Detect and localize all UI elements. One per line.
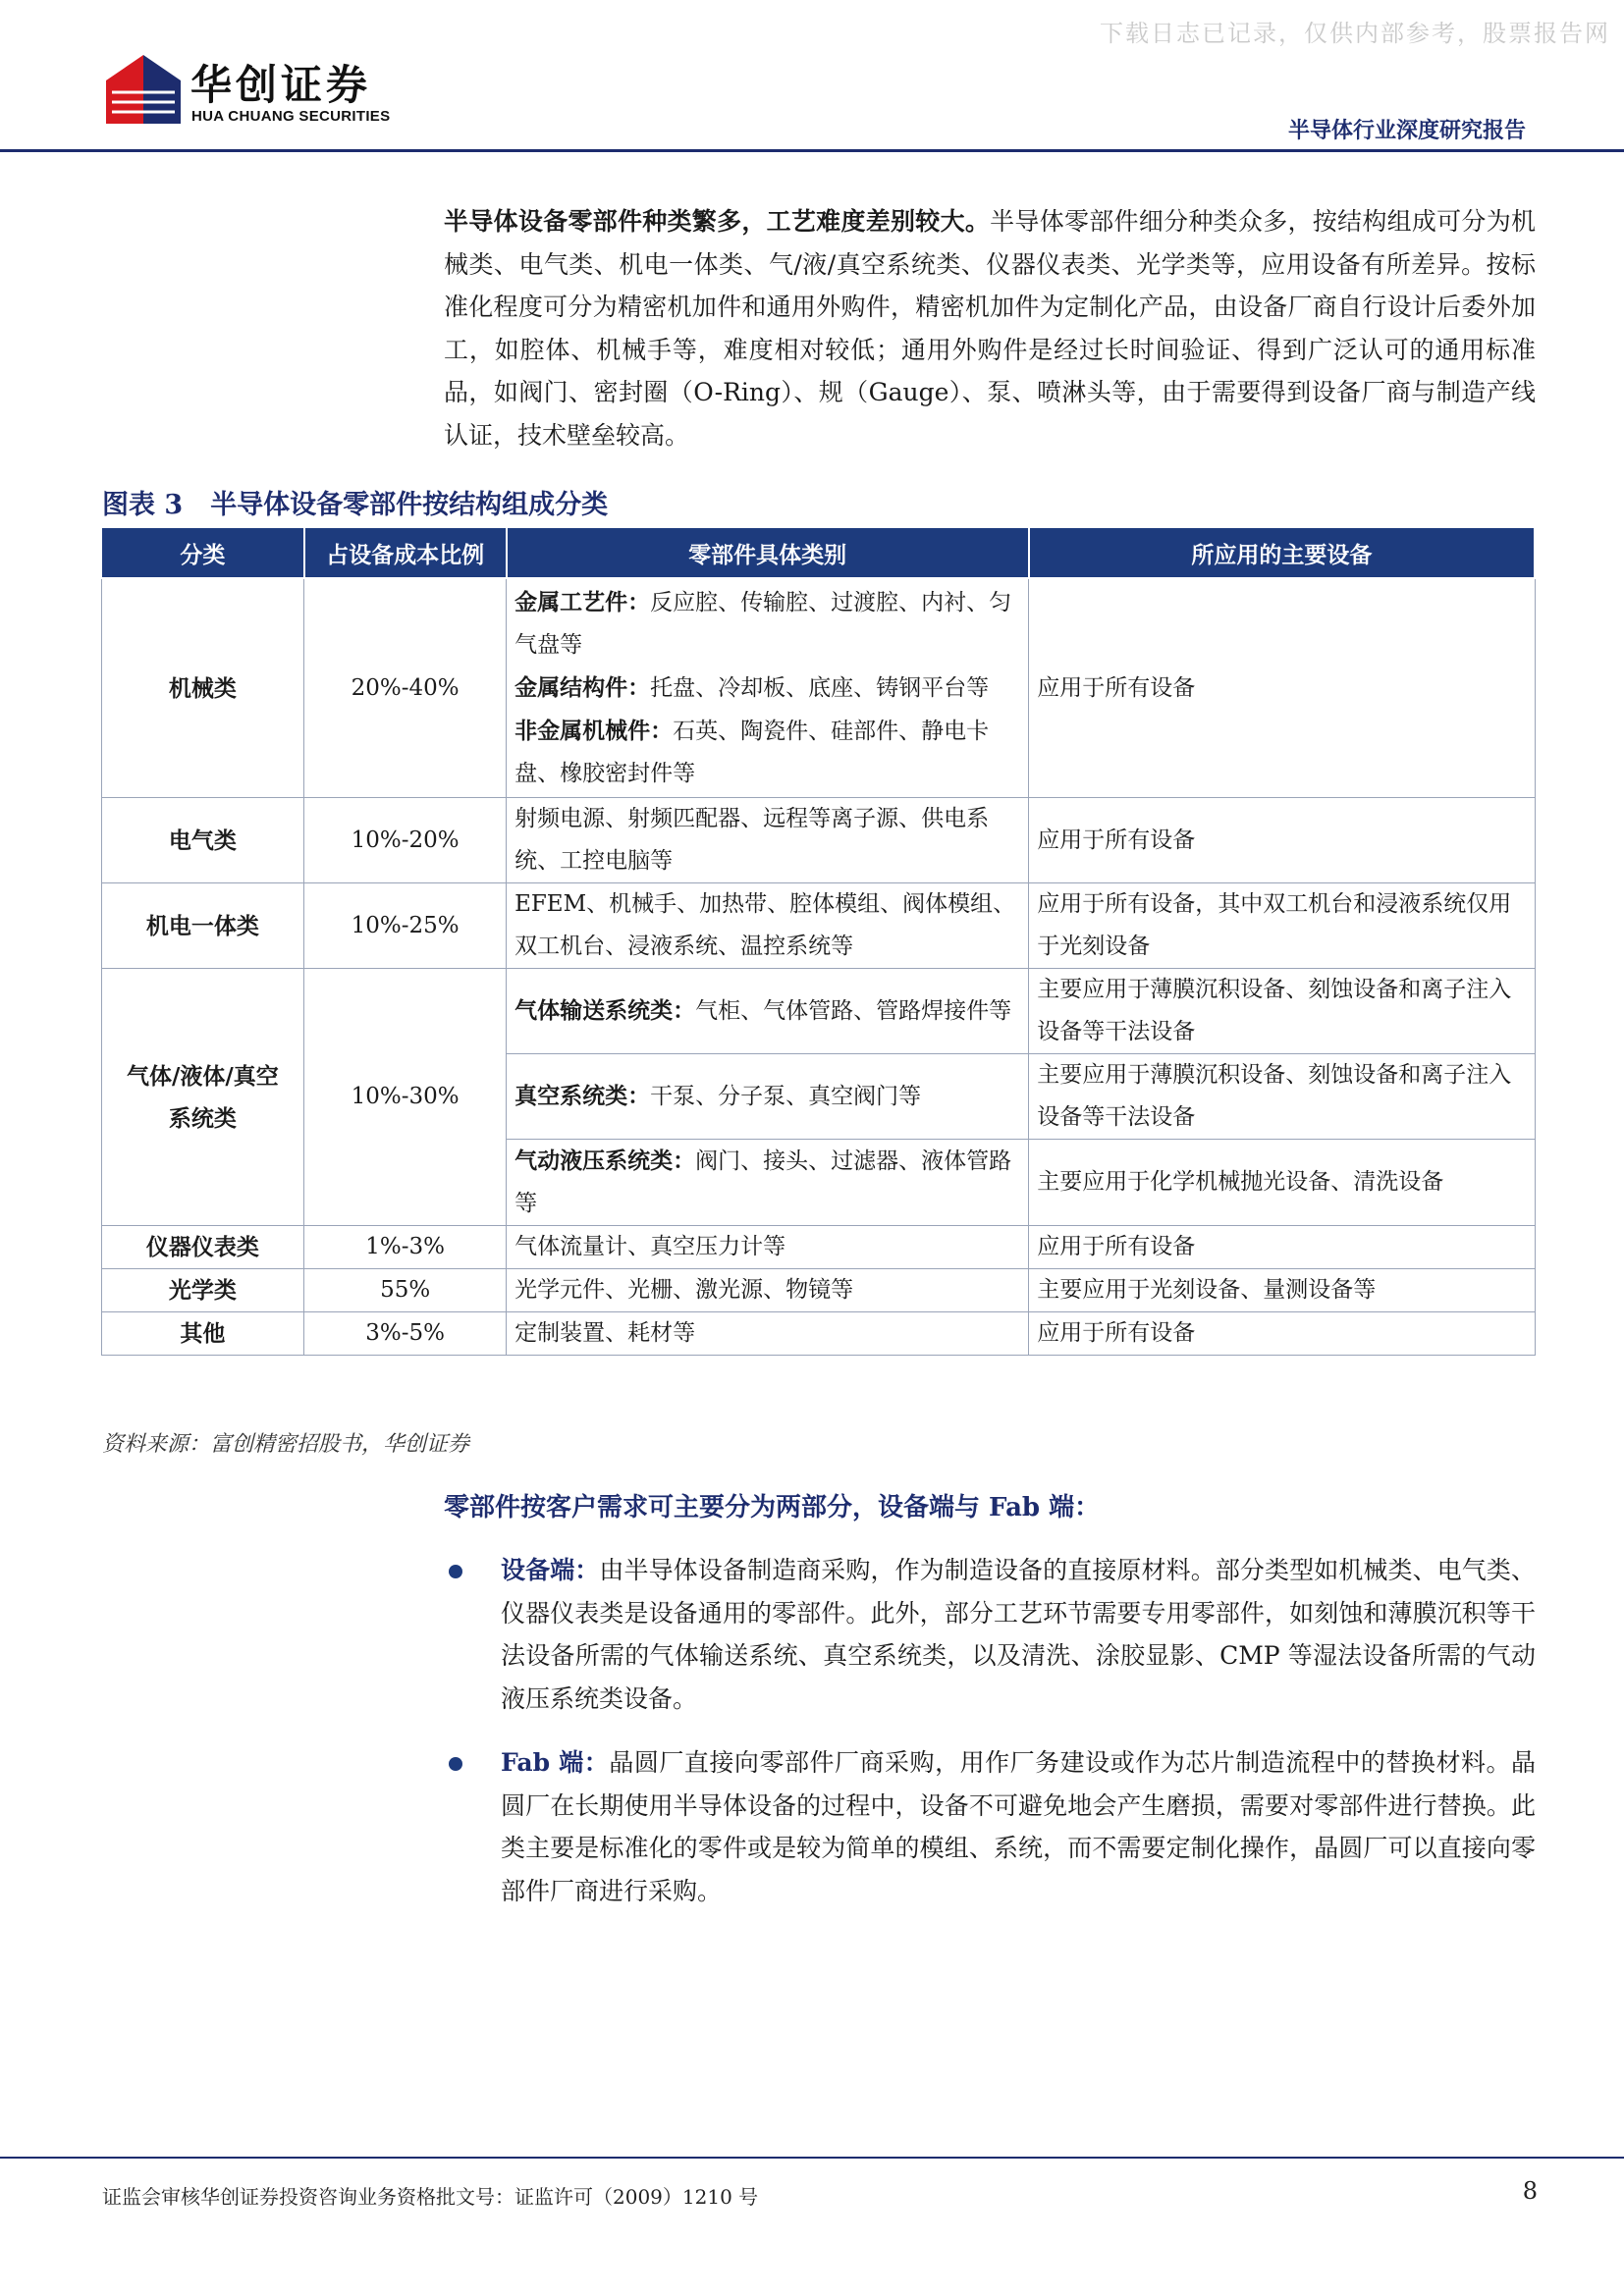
bullet-text: 由半导体设备制造商采购，作为制造设备的直接原材料。部分类型如机械类、电气类、仪器仪表类是设备通用的零部件。此外，部分工艺环节需要专用零部件，如刻蚀和薄膜沉积等干法设备所需的气体输送系统、真空系统类，以及清洗、涂胶显影、CMP 等湿法设备所需的气动液压系统类设备。	[501, 1556, 1536, 1713]
ratio-cell: 20%-40%	[304, 578, 507, 798]
detail-value: 干泵、分子泵、真空阀门等	[650, 1084, 922, 1109]
bullet-label: Fab 端：	[501, 1748, 610, 1777]
application-cell: 主要应用于薄膜沉积设备、刻蚀设备和离子注入设备等干法设备	[1029, 1054, 1535, 1140]
table-row	[101, 883, 1535, 969]
detail-cell: 光学元件、光栅、激光源、物镜等	[507, 1269, 1029, 1312]
table-header-row	[101, 527, 1535, 578]
category-cell: 电气类	[101, 798, 304, 883]
detail-cell: 射频电源、射频匹配器、远程等离子源、供电系统、工控电脑等	[507, 798, 1029, 883]
detail-cell: 定制装置、耗材等	[507, 1312, 1029, 1356]
detail-value: 石英、陶瓷件、硅部件、静电卡盘、橡胶密封件等	[514, 719, 990, 786]
application-cell: 应用于所有设备	[1029, 1226, 1535, 1269]
application-cell: 应用于所有设备	[1029, 578, 1535, 798]
column-header: 占设备成本比例	[304, 527, 507, 578]
intro-lead: 半导体设备零部件种类繁多，工艺难度差别较大。	[444, 207, 991, 236]
footer-license: 证监会审核华创证券投资咨询业务资格批文号：证监许可（2009）1210 号	[102, 2185, 759, 2209]
detail-value: 托盘、冷却板、底座、铸钢平台等	[650, 675, 990, 701]
column-header: 零部件具体类别	[507, 527, 1029, 578]
detail-cell: EFEM、机械手、加热带、腔体模组、阀体模组、双工机台、浸液系统、温控系统等	[507, 883, 1029, 969]
detail-value: 阀门、接头、过滤器、液体管路等	[514, 1148, 1012, 1216]
category-cell: 其他	[101, 1312, 304, 1356]
logo-text-cn: 华创证券	[190, 61, 372, 109]
ratio-cell: 55%	[304, 1269, 507, 1312]
report-title: 半导体行业深度研究报告	[1287, 118, 1526, 143]
detail-key: 气动液压系统类：	[514, 1148, 696, 1174]
header-divider	[0, 149, 1624, 152]
table-row	[101, 578, 1535, 798]
table-row	[101, 1312, 1535, 1356]
table-row	[101, 798, 1535, 883]
logo-emblem-icon	[104, 51, 183, 130]
category-cell: 仪器仪表类	[101, 1226, 304, 1269]
intro-text: 半导体零部件细分种类众多，按结构组成可分为机械类、电气类、机电一体类、气/液/真空系统类、仪器仪表类、光学类等，应用设备有所差异。按标准化程度可分为精密机加件和通用外购件，精密机加件为定制化产品，由设备厂商自行设计后委外加工，如腔体、机械手等，难度相对较低；通用外购件是经过长时间验证、得到广泛认可的通用标准品，如阀门、密封圈（O-Ring）、规（Gauge）、泵、喷淋头等，由于需要得到设备厂商与制造产线认证，技术壁垒较高。	[444, 207, 1536, 450]
category-cell: 机电一体类	[101, 883, 304, 969]
table-row	[101, 1226, 1535, 1269]
detail-cell	[507, 969, 1029, 1054]
ratio-cell: 3%-5%	[304, 1312, 507, 1356]
section-subheading: 零部件按客户需求可主要分为两部分，设备端与 Fab 端：	[444, 1493, 1101, 1522]
application-cell: 主要应用于薄膜沉积设备、刻蚀设备和离子注入设备等干法设备	[1029, 969, 1535, 1054]
table-row	[101, 969, 1535, 1054]
bullet-text: 晶圆厂直接向零部件厂商采购，用作厂务建设或作为芯片制造流程中的替换材料。晶圆厂在长期使用半导体设备的过程中，设备不可避免地会产生磨损，需要对零部件进行替换。此类主要是标准化的零件或是较为简单的模组、系统，而不需要定制化操作，晶圆厂可以直接向零部件厂商进行采购。	[501, 1748, 1536, 1905]
footer-divider	[0, 2157, 1624, 2159]
ratio-cell: 10%-25%	[304, 883, 507, 969]
detail-value: 气柜、气体管路、管路焊接件等	[695, 998, 1012, 1024]
ratio-cell: 10%-30%	[304, 969, 507, 1226]
column-header: 所应用的主要设备	[1029, 527, 1535, 578]
category-cell: 气体/液体/真空系统类	[101, 969, 304, 1226]
detail-key: 金属结构件：	[514, 674, 651, 701]
application-cell: 主要应用于化学机械抛光设备、清洗设备	[1029, 1140, 1535, 1226]
bullet-fab-side	[444, 1741, 1536, 1912]
ratio-cell: 10%-20%	[304, 798, 507, 883]
detail-key: 金属工艺件：	[514, 589, 651, 615]
bullet-equipment-side	[444, 1549, 1536, 1720]
detail-key: 气体输送系统类：	[514, 997, 696, 1024]
column-header: 分类	[101, 527, 304, 578]
detail-key: 非金属机械件：	[514, 718, 674, 744]
category-cell: 机械类	[101, 578, 304, 798]
figure-title: 半导体设备零部件按结构组成分类	[210, 490, 609, 520]
detail-key: 真空系统类：	[514, 1083, 651, 1109]
application-cell: 主要应用于光刻设备、量测设备等	[1029, 1269, 1535, 1312]
detail-cell	[507, 578, 1029, 798]
bullet-dot-icon	[449, 1757, 462, 1771]
detail-cell	[507, 1054, 1029, 1140]
company-logo	[104, 51, 428, 135]
bullet-dot-icon	[449, 1565, 462, 1578]
figure-caption	[102, 483, 635, 521]
watermark: 下载日志已记录，仅供内部参考，股票报告网	[1100, 20, 1610, 47]
logo-text-en: HUA CHUANG SECURITIES	[191, 108, 391, 125]
category-cell: 光学类	[101, 1269, 304, 1312]
figure-label: 图表 3	[102, 490, 184, 520]
page-number: 8	[1522, 2177, 1538, 2205]
application-cell: 应用于所有设备	[1029, 1312, 1535, 1356]
intro-paragraph	[444, 200, 1536, 456]
bullet-label: 设备端：	[501, 1556, 600, 1584]
ratio-cell: 1%-3%	[304, 1226, 507, 1269]
application-cell: 应用于所有设备	[1029, 798, 1535, 883]
source-note: 资料来源：富创精密招股书，华创证券	[102, 1432, 470, 1457]
component-classification-table	[100, 526, 1536, 1356]
table-row	[101, 1269, 1535, 1312]
detail-cell	[507, 1140, 1029, 1226]
detail-value: 反应腔、传输腔、过渡腔、内衬、匀气盘等	[514, 590, 1012, 658]
application-cell: 应用于所有设备，其中双工机台和浸液系统仅用于光刻设备	[1029, 883, 1535, 969]
detail-cell: 气体流量计、真空压力计等	[507, 1226, 1029, 1269]
